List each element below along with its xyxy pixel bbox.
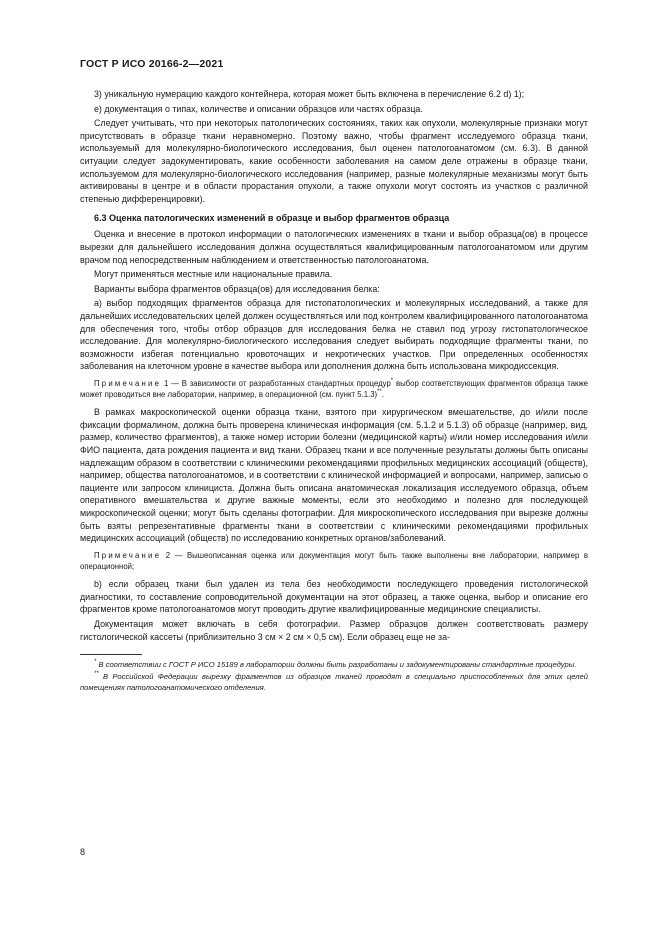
note-1 [80,378,588,400]
paragraph: Документация может включать в себя фотографии. Размер образцов должен соответствовать размеру гистологической кассеты (приблизительно 3 см × 2 см × 0,5 см). Если образец еще не за- [80,619,588,642]
footnote-ref: ** [377,389,382,396]
note-text: выбор соответствующих фрагментов образца также может проводиться вне лаборатории, например, в операционной (см. пункт 5.1.3) [80,378,588,400]
note-label: Примечание [94,378,162,388]
note-label: Примечание [94,550,162,560]
footnote [80,671,588,693]
footnote-mark: * [94,659,97,666]
paragraph: Варианты выбора фрагментов образца(ов) для исследования белка: [94,283,380,294]
footnote-text: В Российской Федерации вырезку фрагментов из образцов тканей проводят в специально приспособленных для этих целей помещениях патологоанатомического отделения. [80,672,588,693]
list-item: 3) уникальную нумерацию каждого контейнера, которая может быть включена в перечисление 6.2 d) 1); [94,89,525,99]
list-item: b) если образец ткани был удален из тела без необходимости последующего проведения гистологической диагностики, то составление сопроводительной документации на этот образец, а также оценка, выбор и описание его фрагментов кроме патологоанатомов могут проводить другие квалифицированные медицинские специалисты. [80,579,588,615]
footnote-divider [80,654,142,655]
note-2 [80,550,588,572]
note-text: 1 — В зависимости от разработанных стандартных процедур [163,378,391,388]
note-text: 2 — Вышеописанная оценка или документация могут быть также выполнены вне лаборатории, например в операционной; [80,550,588,572]
paragraph: Оценка и внесение в протокол информации о патологических изменениях в ткани и выбор образца(ов) в процессе вырезки для дальнейшего исследования должна осуществляться квалифицированным патологоанатомом или другим врачом под непосредственным наблюдением и ответственностью патологоанатома. [80,229,588,265]
note-text: . [381,390,384,400]
document-body [80,88,588,694]
section-heading: 6.3 Оценка патологических изменений в образце и выбор фрагментов образца [94,213,450,224]
paragraph: Могут применяться местные или национальные правила. [94,269,333,280]
list-item: a) выбор подходящих фрагментов образца для гистопатологических и молекулярных исследований, а также для дальнейших исследовательских целей должен осуществляться или под контролем квалифицированного патологоанатома для обеспечения того, чтобы отбор образцов для исследования белка не ставил под угрозу гистопатологическое исследование. Для молекулярно-биологического исследования следует выбирать подходящие фрагменты ткани, по возможности избегая потенциально кровоточащих и некротических участков. При определенных особенностях заболевания на клеточном уровне в качестве выбора или дополнения должна быть использована микродиссекция. [80,298,588,372]
footnote-mark: ** [94,671,99,678]
footnote-text: В соответствии с ГОСТ Р ИСО 15189 в лаборатории должны быть разработаны и задокументированы стандартные процедуры. [98,660,577,670]
list-item: e) документация о типах, количестве и описании образцов или частях образца. [94,103,423,114]
paragraph: В рамках макроскопической оценки образца ткани, взятого при хирургическом вмешательстве, до и/или после фиксации формалином, должна быть проверена клиническая информация (см. 5.1.2 и 5.1.3) об образце (например, вид, размер, количество фрагментов), а также номер истории болезни (медицинской карты) и/или номер исследования и/или ФИО пациента, дата рождения пациента и вид ткани. Образец ткани и все полученные результаты должны быть описаны надлежащим образом в соответствии с клиническими рекомендациями профильных медицинских ассоциаций (обществ), например, общества патологоанатомов, и в соответствии с клинической информацией и вопросами, например, записью о пациенте или запросом клинициста. Должна быть описана анатомическая локализация исследуемого образца, объем оперативного вмешательства и другие важные моменты, если это необходимо и полезно для последующей микроскопической оценки; могут быть сделаны фотографии. Для микроскопического исследования при вырезке должны быть взяты репрезентативные фрагменты ткани в соответствии с клиническими рекомендациями профильных медицинских ассоциаций (обществ) по исследованию конкретных органов/заболеваний. [80,407,588,544]
paragraph: Следует учитывать, что при некоторых патологических состояниях, таких как опухоли, молекулярные признаки могут присутствовать в образце ткани неравномерно. Поэтому важно, чтобы фрагмент исследуемого образца ткани, используемый для молекулярно-биологического исследования, был оценен патологоанатомом (см. 6.3). В данной ситуации следует задокументировать, какие особенности заболевания на самом деле отражены в образце ткани, используемом для молекулярно-биологического исследования (например, разные молекулярные механизмы могут быть активированы в центре и в области прорастания опухоли, а также опухоли могут состоять из участков с различной степенью дифференцировки). [80,118,588,204]
footnote [80,659,588,670]
footnote-ref: * [390,377,394,384]
document-header: ГОСТ Р ИСО 20166-2—2021 [80,58,224,70]
page-number: 8 [80,847,86,857]
